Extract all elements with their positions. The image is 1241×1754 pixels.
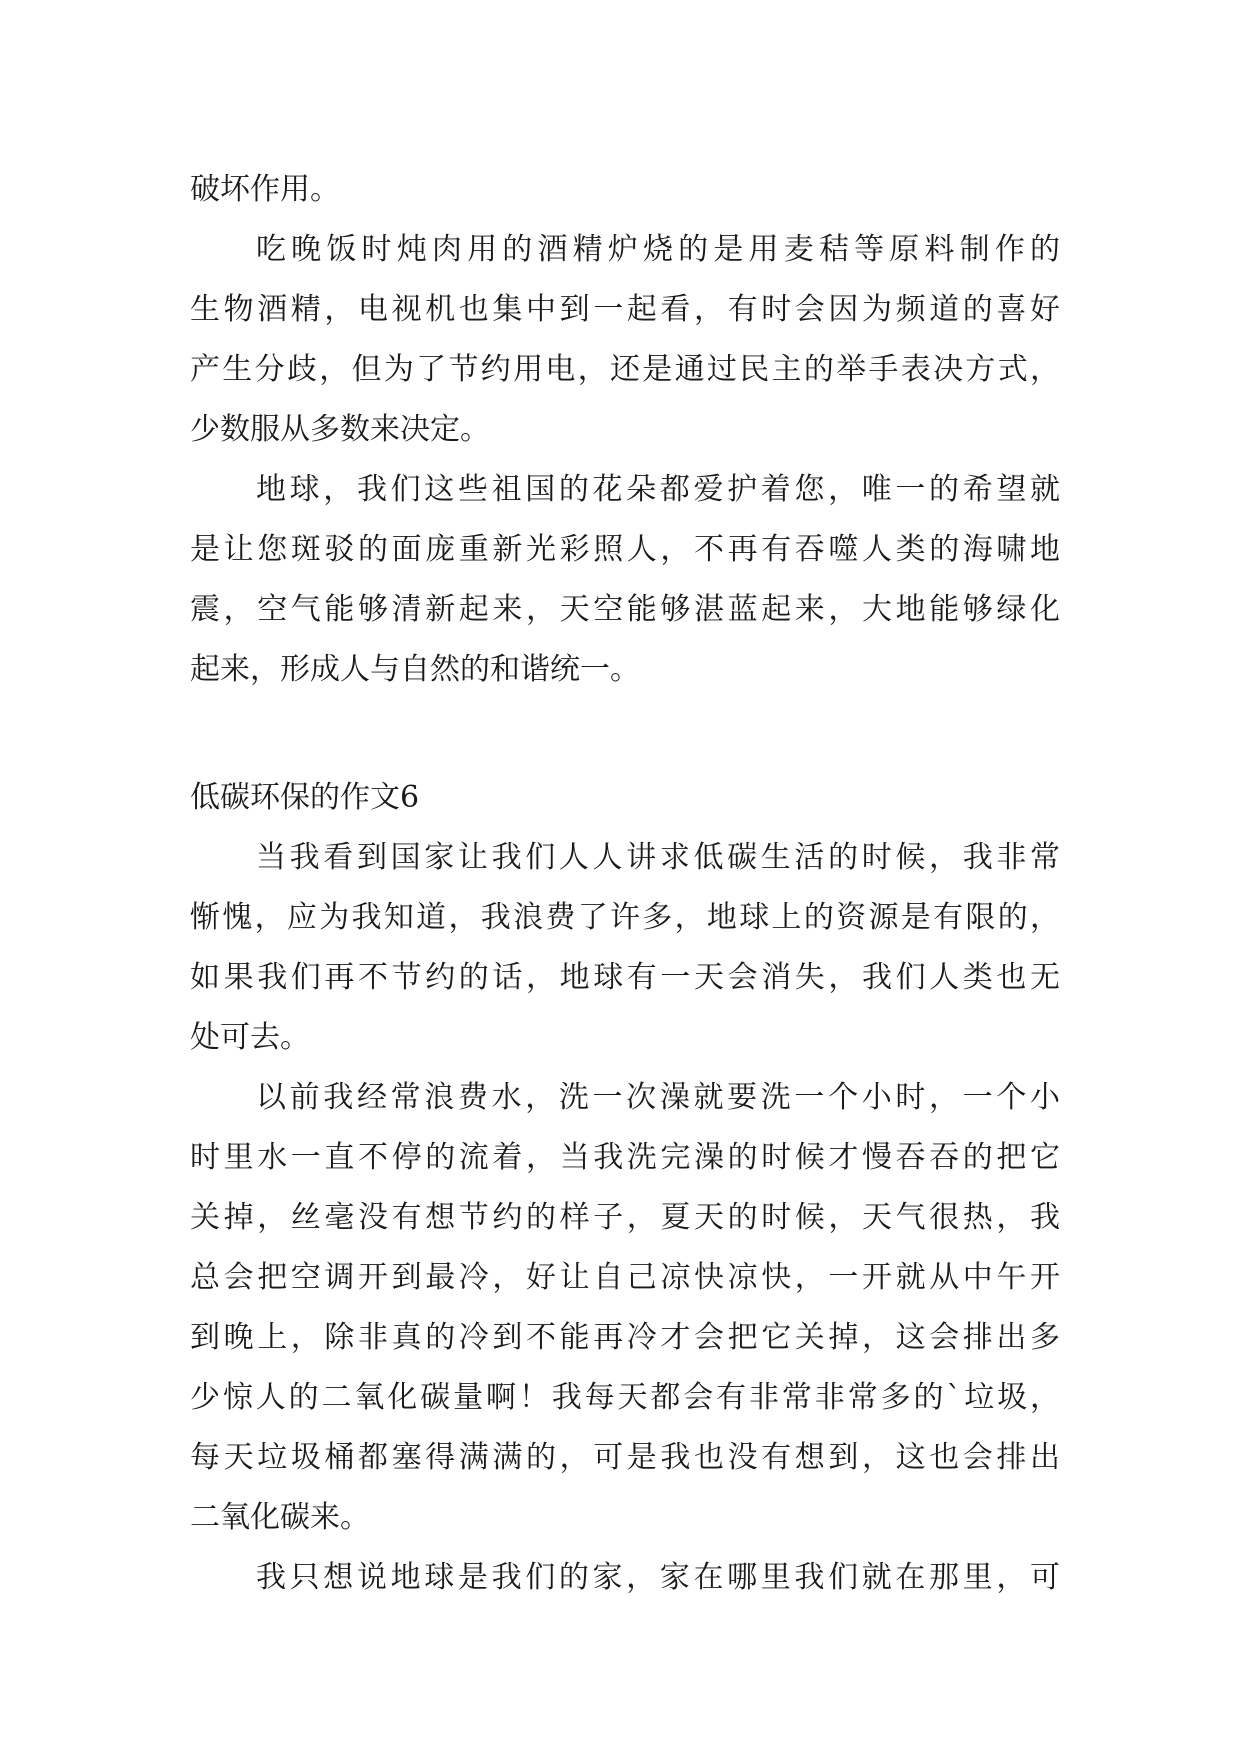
text-line: 我只想说地球是我们的家，家在哪里我们就在那里，可 [256,1560,1060,1595]
text-line: 以前我经常浪费水，洗一次澡就要洗一个小时，一个小 [256,1080,1060,1115]
section-heading: 低碳环保的作文6 [190,780,420,815]
text-line: 时里水一直不停的流着，当我洗完澡的时候才慢吞吞的把它 [190,1140,1060,1175]
section-gap [190,700,1060,768]
paragraph [190,828,1060,1068]
paragraph [190,1068,1060,1548]
text-line: 震，空气能够清新起来，天空能够湛蓝起来，大地能够绿化 [190,592,1060,627]
text-line: 少数服从多数来决定。 [190,412,490,447]
paragraph [190,460,1060,700]
text-line: 总会把空调开到最冷，好让自己凉快凉快，一开就从中午开 [190,1260,1060,1295]
text-line: 起来，形成人与自然的和谐统一。 [190,652,640,687]
text-line: 如果我们再不节约的话，地球有一天会消失，我们人类也无 [190,960,1060,995]
paragraph [190,220,1060,460]
text-line: 关掉，丝毫没有想节约的样子，夏天的时候，天气很热，我 [190,1200,1060,1235]
text-line: 少惊人的二氧化碳量啊！我每天都会有非常非常多的`垃圾， [190,1380,1060,1415]
text-line: 处可去。 [190,1020,310,1055]
text-line: 到晚上，除非真的冷到不能再冷才会把它关掉，这会排出多 [190,1320,1060,1355]
document-body [190,160,1060,1608]
text-line: 二氧化碳来。 [190,1500,370,1535]
text-line: 每天垃圾桶都塞得满满的，可是我也没有想到，这也会排出 [190,1440,1060,1475]
paragraph [190,1548,1060,1608]
paragraph-fragment [190,160,1060,220]
text-line: 吃晚饭时炖肉用的酒精炉烧的是用麦秸等原料制作的 [256,232,1060,267]
text-line: 破坏作用。 [190,172,340,207]
text-line: 当我看到国家让我们人人讲求低碳生活的时候，我非常 [256,840,1060,875]
text-line: 是让您斑驳的面庞重新光彩照人，不再有吞噬人类的海啸地 [190,532,1060,567]
text-line: 惭愧，应为我知道，我浪费了许多，地球上的资源是有限的， [190,900,1060,935]
text-line: 生物酒精，电视机也集中到一起看，有时会因为频道的喜好 [190,292,1060,327]
text-line: 产生分歧，但为了节约用电，还是通过民主的举手表决方式， [190,352,1060,387]
text-line: 地球，我们这些祖国的花朵都爱护着您，唯一的希望就 [256,472,1060,507]
